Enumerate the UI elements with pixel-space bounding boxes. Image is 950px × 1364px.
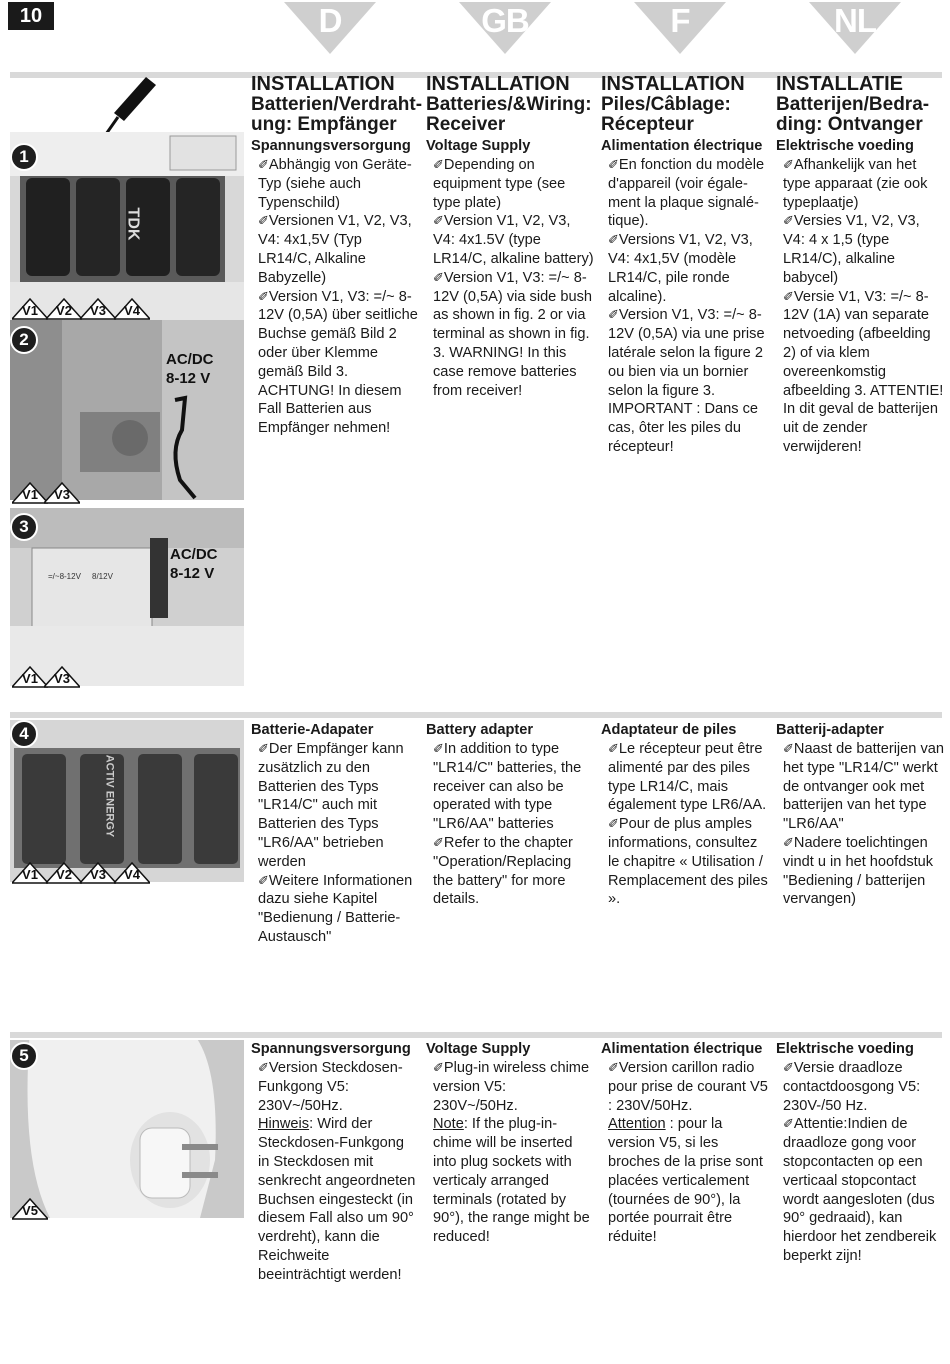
figure-2-photo (10, 320, 244, 500)
pencil-icon: ✐ (258, 288, 269, 304)
pencil-icon: ✐ (608, 1060, 619, 1075)
terminal-label-left: =/~8-12V (48, 572, 81, 581)
subheading: Spannungsversorgung (251, 1041, 411, 1057)
version-tag: V5 (12, 1198, 48, 1218)
pencil-icon: ✐ (433, 213, 444, 229)
section2-col-nl: Batterij-adapter ✐Naast de batterijen van het type "LR14/C" werkt de ontvanger ook met batterijen van het type "LR6/AA" ✐Nadere toelichtingen vindt u in het hoofdstuk "Bediening / batterijen vervangen) (776, 722, 944, 908)
pencil-icon: ✐ (258, 1060, 269, 1075)
figure-5-photo (10, 1040, 244, 1218)
pencil-icon: ✐ (433, 834, 444, 850)
section-title: INSTALLATION (426, 73, 570, 95)
section1-col-f: INSTALLATION Piles/Câblage: Récepteur Alimentation électrique ✐En fonction du modèle d'appareil (voir égale-ment la plaque signalé-tique). ✐Versions V1, V2, V3, V4: 4x1,5V (modèle LR14/C, pile ronde alcaline). ✐Version V1, V3: =/~ 8-12V (0,5A) via une prise latérale selon la figure 2 ou bien via un bornier selon la figure 3. IMPORTANT : Dans ce cas, ôter les piles du récepteur! (601, 74, 769, 457)
plug-in-chime-illustration (10, 1040, 244, 1218)
version-tag: V1 (12, 666, 48, 686)
pencil-icon: ✐ (783, 834, 794, 850)
section-subtitle: Batterijen/Bedra-ding: Ontvanger (776, 94, 930, 135)
figure-number: 4 (10, 720, 38, 748)
subheading: Battery adapter (426, 722, 534, 738)
pencil-icon: ✐ (608, 157, 619, 172)
version-tag: V3 (44, 666, 80, 686)
version-tag: V4 (114, 298, 150, 318)
pencil-icon: ✐ (783, 213, 794, 229)
page-number: 10 (8, 2, 54, 30)
figure-number: 5 (10, 1042, 38, 1070)
pencil-icon: ✐ (258, 872, 269, 888)
version-tag: V2 (46, 862, 82, 882)
version-tag: V3 (80, 862, 116, 882)
pencil-icon: ✐ (258, 741, 269, 756)
figure-3-photo (10, 508, 244, 686)
figure-number: 2 (10, 326, 38, 354)
section2-col-d: Batterie-Adapater ✐Der Empfänger kann zusätzlich zu den Batterien des Typs "LR14/C" auch mit Batterien des Typs "LR6/AA" betrieben werden ✐Weitere Informationen dazu siehe Kapitel "Bedienung / Batterie-Austausch" (251, 721, 419, 947)
subheading: Alimentation électrique (601, 1041, 763, 1057)
pencil-icon: ✐ (433, 157, 444, 172)
battery-adapter-illustration (10, 720, 244, 882)
lang-label: NL (834, 2, 876, 39)
subheading: Alimentation électrique (601, 138, 763, 154)
section1-col-nl: INSTALLATIE Batterijen/Bedra-ding: Ontvanger Elektrische voeding ✐Afhankelijk van het type apparaat (zie ook typeplaatje) ✐Versies V1, V2, V3, V4: 4 x 1,5 (type LR14/C), alkaline babycel) ✐Versie V1, V3: =/~ 8-12V (1A) van separate netvoeding (afbeelding 2) of via klem overeenkomstig afbeelding 3. ATTENTIE! In dit geval de batterijen uit de zender verwijderen! (776, 73, 944, 455)
version-tag: V4 (114, 862, 150, 882)
lang-marker-nl (809, 2, 901, 54)
side-socket-illustration (10, 320, 244, 500)
subheading: Spannungsversorgung (251, 138, 411, 154)
section1-col-gb: INSTALLATION Batteries/&Wiring: Receiver Voltage Supply ✐Depending on equipment type (see type plate) ✐Version V1, V2, V3, V4: 4x1.5V (type LR14/C, alkaline battery) ✐Version V1, V3: =/~ 8-12V (0,5A) via side bush as shown in fig. 2 or via terminal as shown in fig. 3. WARNING! In this case remove batteries from receiver! (426, 73, 594, 399)
section1-col-d: INSTALLATION Batterien/Verdraht-ung: Empfänger Spannungsversorgung ✐Abhängig von Geräte-Typ (siehe auch Typenschild) ✐Versionen V1, V2, V3, V4: 4x1,5V (Typ LR14/C, Alkaline Babyzelle) ✐Version V1, V3: =/~ 8-12V (0,5A) über seitliche Buchse gemäß Bild 2 oder über Klemme gemäß Bild 3. ACHTUNG! In diesem Fall Batterien aus Empfänger nehmen! (251, 73, 423, 437)
version-tag: V1 (12, 862, 48, 882)
section-band (10, 712, 942, 718)
section-title: INSTALLATION (601, 73, 745, 95)
lang-label: F (670, 2, 690, 39)
lang-marker-f (634, 2, 726, 54)
subheading: Batterie-Adapater (251, 722, 374, 738)
pencil-icon: ✐ (258, 157, 269, 172)
version-tag: V2 (46, 298, 82, 318)
subheading: Batterij-adapter (776, 722, 884, 738)
pencil-icon: ✐ (608, 307, 619, 323)
figure-number: 3 (10, 513, 38, 541)
battery-label: TDK (124, 207, 142, 241)
section-subtitle: Piles/Câblage: Récepteur (601, 94, 731, 135)
section-band (10, 1032, 942, 1038)
section3-col-d: Spannungsversorgung ✐Version Steckdosen-Funkgong V5: 230V~/50Hz. Hinweis: Wird der Steckdosen-Funkgong in Steckdosen mit senkrecht angeordneten Buchsen eingesteckt (in diesem Fall also um 90° verdreht), kann die Reichweite beeinträchtigt werden! (251, 1040, 419, 1285)
section-title: INSTALLATIE (776, 73, 904, 95)
lang-marker-d (284, 2, 376, 54)
lang-label: GB (481, 2, 529, 39)
pencil-icon: ✐ (608, 816, 619, 832)
section-title: INSTALLATION (251, 73, 395, 95)
subheading: Voltage Supply (426, 138, 531, 154)
section2-col-gb: Battery adapter ✐In addition to type "LR14/C" batteries, the receiver can also be operated with type "LR6/AA" batteries ✐Refer to the chapter "Operation/Replacing the battery" for more details. (426, 721, 594, 909)
section2-col-f: Adaptateur de piles ✐Le récepteur peut être alimenté par des piles type LR14/C, mais également type LR6/AA. ✐Pour de plus amples informations, consultez le chapitre « Utilisation / Remplacement des piles ». (601, 722, 768, 908)
section3-col-f: Alimentation électrique ✐Version carillon radio pour prise de courant V5 : 230V/50Hz. Attention : pour la version V5, si les broches de la prise sont placées verticalement (tournées de 90°), la portée pourrait être réduite! (601, 1041, 768, 1246)
version-tag: V3 (80, 298, 116, 318)
pencil-icon: ✐ (608, 232, 619, 248)
pencil-icon: ✐ (258, 213, 269, 229)
terminal-label-right: 8/12V (92, 572, 113, 581)
subheading: Voltage Supply (426, 1041, 531, 1057)
subheading: Adaptateur de piles (601, 722, 737, 738)
pencil-icon: ✐ (783, 741, 794, 756)
acdc-label: AC/DC 8-12 V (170, 546, 218, 582)
section3-col-gb: Voltage Supply ✐Plug-in wireless chime version V5: 230V~/50Hz. Note: If the plug-in-chime will be inserted into plug sockets with verticaly arranged terminals (rotated by 90°), the range might be reduced! (426, 1040, 594, 1247)
figure-number: 1 (10, 143, 38, 171)
section-subtitle: Batterien/Verdraht-ung: Empfänger (251, 94, 423, 135)
pencil-icon: ✐ (608, 741, 619, 756)
version-tag: V1 (12, 298, 48, 318)
pencil-icon: ✐ (783, 1060, 794, 1075)
figure-4-photo (10, 720, 244, 882)
section3-col-nl: Elektrische voeding ✐Versie draadloze contactdoosgong V5: 230V-/50 Hz. ✐Attentie:Indien de draadloze gong voor stopcontacten op een verticaal stopcontact wordt aangesloten (dus 90° gedraaid), kan hierdoor het zendbereik beperkt zijn! (776, 1040, 944, 1266)
pencil-icon: ✐ (783, 288, 794, 304)
subheading: Elektrische voeding (776, 1041, 914, 1057)
lang-label: D (318, 2, 342, 39)
pencil-icon: ✐ (783, 157, 794, 172)
version-tag: V1 (12, 482, 48, 502)
section-subtitle: Batteries/&Wiring: Receiver (426, 94, 592, 135)
pencil-icon: ✐ (783, 1116, 794, 1132)
terminal-illustration (10, 508, 244, 686)
version-tag: V3 (44, 482, 80, 502)
subheading: Elektrische voeding (776, 138, 914, 154)
lang-marker-gb (459, 2, 551, 54)
battery-label: ACTIV ENERGY (103, 754, 116, 838)
acdc-label: AC/DC 8-12 V (166, 351, 214, 387)
pencil-icon: ✐ (433, 1060, 444, 1075)
pencil-icon: ✐ (433, 741, 444, 756)
pencil-icon: ✐ (433, 269, 444, 285)
